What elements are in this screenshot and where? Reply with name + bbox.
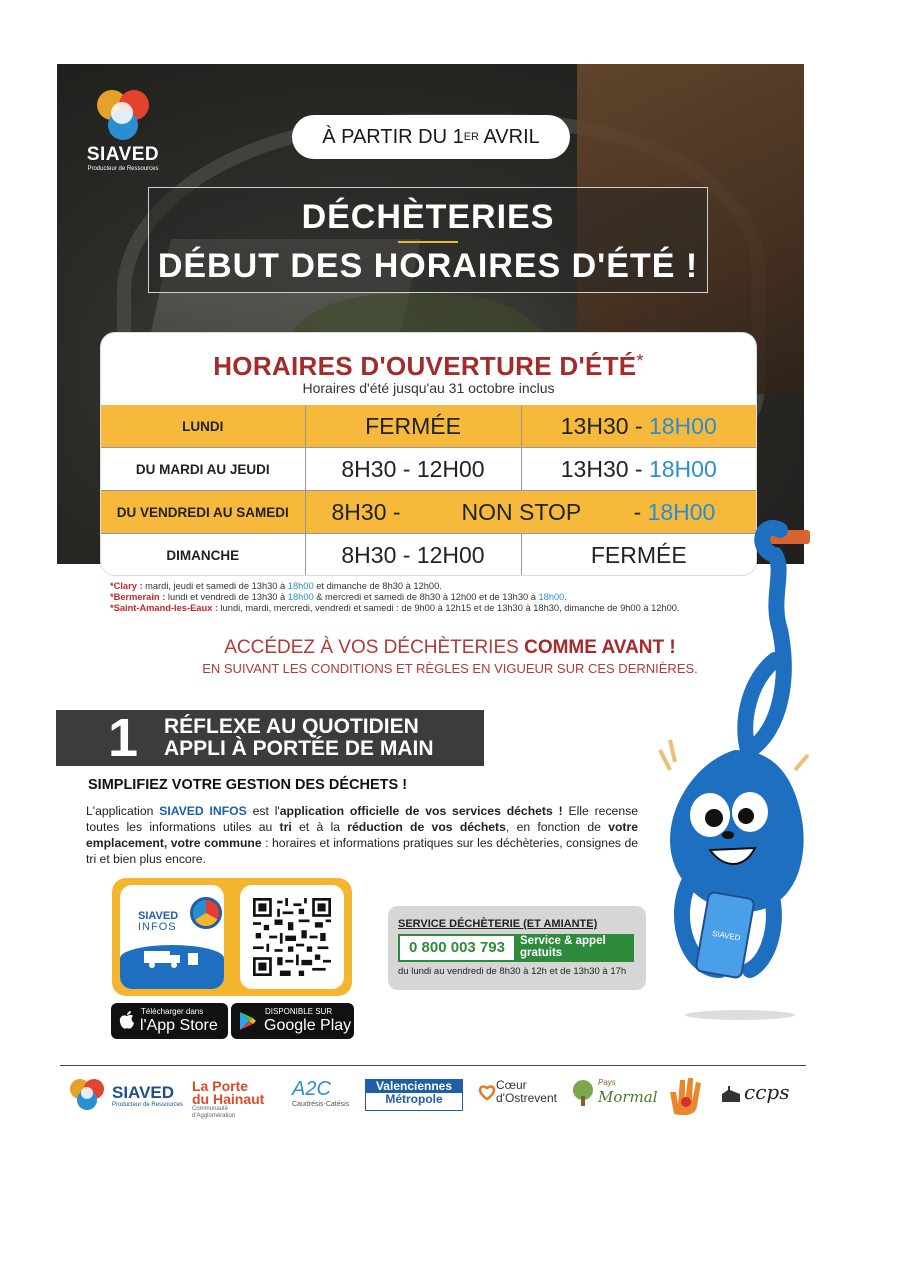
day-cell: LUNDI [101,405,305,448]
date-prefix: À PARTIR DU 1 [322,125,464,148]
schedule-subheading: Horaires d'été jusqu'au 31 octobre inclus [302,380,555,396]
table-row [101,405,756,448]
date-sup: ER [463,131,479,143]
logo-name: SIAVED [86,144,160,165]
morning-cell: 8H30 - 12H00 [305,448,521,491]
footer-divider [60,1065,806,1066]
footer-logo-coeur-ostrevent: Cœur d'Ostrevent [478,1079,557,1105]
google-play-small: DISPONIBLE SUR [265,1007,333,1016]
date-suffix: AVRIL [479,125,540,148]
title-line1: DÉCHÈTERIES [301,198,555,236]
logo-tagline: Producteur de Ressources [87,166,159,172]
google-play-button[interactable] [231,1003,354,1039]
monkey-mascot-icon [630,500,810,1020]
day-cell: DU MARDI AU JEUDI [101,448,305,491]
reflexe-number: 1 [108,708,139,768]
apple-icon [119,1011,135,1031]
access-line2: EN SUIVANT LES CONDITIONS ET RÈGLES EN VIGUEUR SUR CES DERNIÈRES. [202,661,698,676]
footer-logo-pays-mormal: Pays Mormal [570,1078,596,1113]
tree-icon [570,1078,596,1108]
google-play-icon [239,1011,257,1031]
morning-cell: FERMÉE [305,405,521,448]
table-row [101,448,756,491]
service-phone[interactable]: 0 800 003 793 [398,934,516,962]
app-store-small: Télécharger dans [141,1007,204,1016]
footer-logo-siaved: SIAVED Producteur de Ressources [68,1075,106,1118]
day-cell: DIMANCHE [101,534,305,576]
reflexe-banner [56,710,484,766]
google-play-big: Google Play [264,1017,352,1034]
qr-code-box[interactable] [240,885,344,989]
note-saint-amand: *Saint-Amand-les-Eaux : lundi, mardi, mercredi, vendredi et samedi : de 9h00 à 12h15 et de 13h30 à 18h30, dimanche de 9h00 à 12h00. [110,603,680,613]
siaved-logo-icon [97,90,149,142]
church-icon [720,1086,742,1102]
footer-logo-valenciennes: Valenciennes Métropole [365,1079,463,1111]
service-title: SERVICE DÉCHÈTERIE (ET AMIANTE) [398,918,598,930]
mascot-phone-label: SIAVED [711,928,742,943]
siaved-footer-icon [68,1075,106,1113]
day-cell: DU VENDREDI AU SAMEDI [101,491,305,534]
location-pin-icon [190,897,222,929]
morning-cell: 8H30 - 12H00 [305,534,521,576]
siaved-infos-app-icon[interactable] [120,885,224,989]
footer-logo-a2c: A2C Caudrésis-Catésis [292,1078,350,1108]
service-box [388,906,646,990]
note-bermerain: *Bermerain : lundi et vendredi de 13h30 à 18h00 & mercredi et samedi de 8h30 à 12h00 et de 13h30 à 18h00. [110,592,567,602]
reflexe-text: RÉFLEXE AU QUOTIDIEN APPLI À PORTÉE DE MAIN [164,715,434,760]
note-clary: *Clary : mardi, jeudi et samedi de 13h30 à 18h00 et dimanche de 8h30 à 12h00. [110,581,442,591]
title-box [148,187,708,293]
footer-logo-hand-icon [664,1074,708,1118]
service-free-badge: Service & appel gratuits [514,934,634,962]
siaved-logo [82,90,164,172]
service-hours: du lundi au vendredi de 8h30 à 12h et de 13h30 à 17h [398,966,627,977]
schedule-heading: HORAIRES D'OUVERTURE D'ÉTÉ* [213,351,644,381]
app-icon-label: SIAVED INFOS [138,910,179,933]
heart-icon [478,1083,496,1101]
footer-logo-porte-hainaut: La Porte du Hainaut Communauté d'Agglomération [192,1078,265,1119]
qr-code-icon [253,895,331,979]
afternoon-cell: 13H30 - 18H00 [521,448,756,491]
access-line1: ACCÉDEZ À VOS DÉCHÈTERIES COMME AVANT ! [224,637,676,658]
nonstop-cell: 8H30 - NON STOP - 18H00 [305,491,756,534]
app-heading: SIMPLIFIEZ VOTRE GESTION DES DÉCHETS ! [88,777,408,793]
afternoon-cell: 13H30 - 18H00 [521,405,756,448]
title-line2: DÉBUT DES HORAIRES D'ÉTÉ ! [157,247,699,285]
app-store-big: l'App Store [140,1017,218,1034]
app-description: L'application SIAVED INFOS est l'application officielle de vos services déchets ! Elle recense toutes les informations utiles au tri et à la réduction de vos déchets, en fonction de votre emplacement, votre commune : horaires et informations pratiques sur les déchèteries, consignes de tri et bien plus encore. [86,804,638,866]
truck-icon [142,947,202,969]
date-pill [292,115,570,159]
afternoon-cell: FERMÉE [521,534,756,576]
app-store-button[interactable] [111,1003,228,1039]
